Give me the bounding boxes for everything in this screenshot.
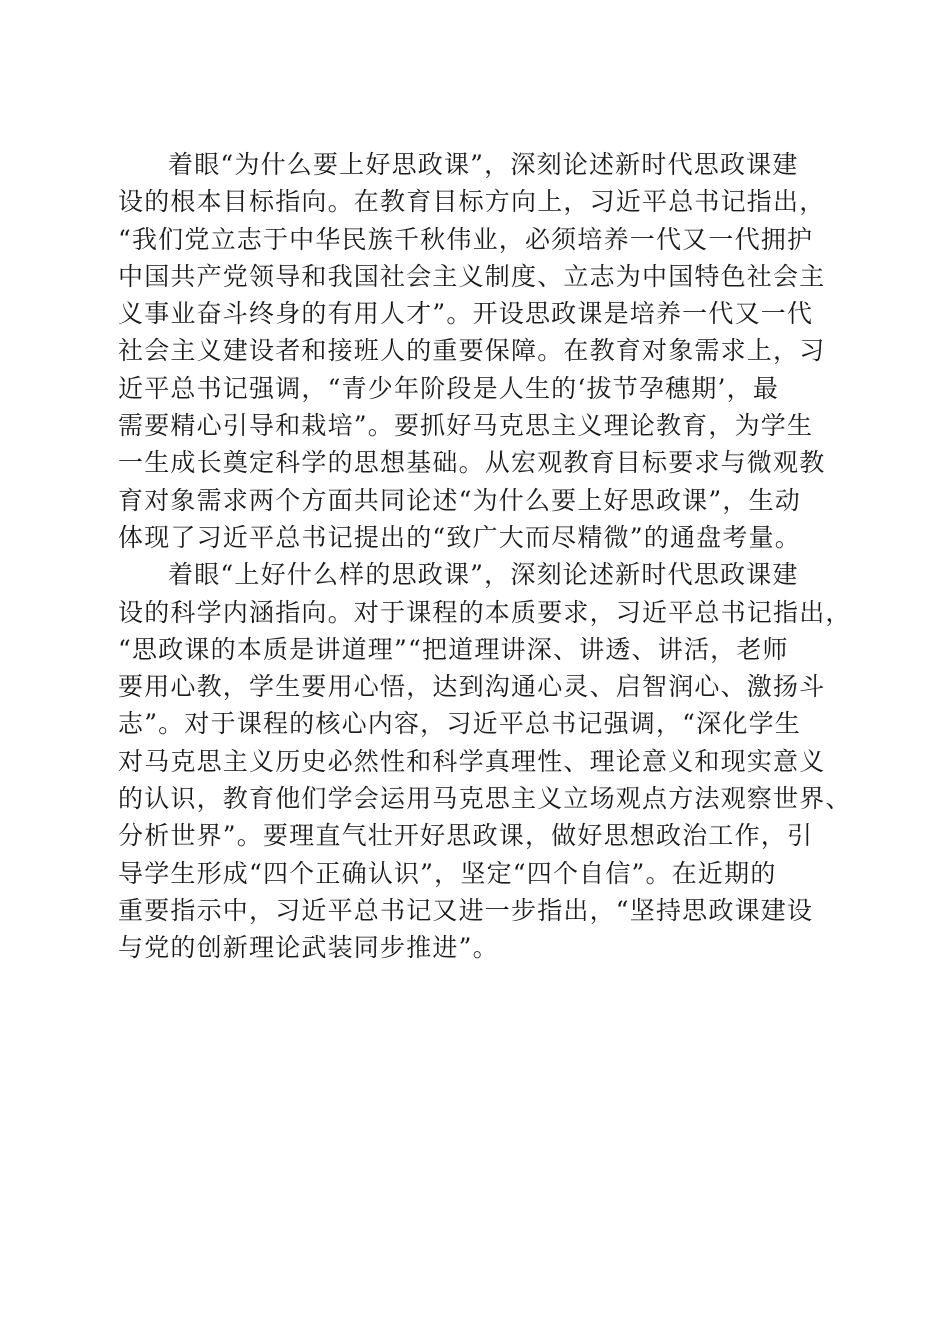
paragraph-line: 社会主义建设者和接班人的重要保障。在教育对象需求上，习 <box>118 336 826 366</box>
paragraph-line: 与党的创新理论武装同步推进”。 <box>118 933 499 963</box>
document-body <box>118 146 852 967</box>
paragraph-1 <box>118 146 838 556</box>
paragraph-line: 育对象需求两个方面共同论述“为什么要上好思政课”，生动 <box>118 485 801 515</box>
paragraph-line: 设的根本目标指向。在教育目标方向上，习近平总书记指出， <box>118 187 826 217</box>
paragraph-line: “我们党立志于中华民族千秋伟业，必须培养一代又一代拥护 <box>118 224 814 254</box>
paragraph-line: 一生成长奠定科学的思想基础。从宏观教育目标要求与微观教 <box>118 448 826 478</box>
paragraph-line: 的认识，教育他们学会运用马克思主义立场观点方法观察世界、 <box>118 784 852 814</box>
paragraph-line: 义事业奋斗终身的有用人才”。开设思政课是培养一代又一代 <box>118 299 814 329</box>
paragraph-2 <box>118 556 852 966</box>
paragraph-line: 需要精心引导和栽培”。要抓好马克思主义理论教育，为学生 <box>118 411 814 441</box>
paragraph-line: 体现了习近平总书记提出的“致广大而尽精微”的通盘考量。 <box>118 522 801 552</box>
paragraph-line: 要用心教，学生要用心悟，达到沟通心灵、启智润心、激扬斗 <box>118 672 826 702</box>
paragraph-line: 中国共产党领导和我国社会主义制度、立志为中国特色社会主 <box>118 261 826 291</box>
paragraph-line: 设的科学内涵指向。对于课程的本质要求，习近平总书记指出， <box>118 597 852 627</box>
paragraph-line: 着眼“为什么要上好思政课”，深刻论述新时代思政课建 <box>168 150 799 179</box>
paragraph-line: 对马克思主义历史必然性和科学真理性、理论意义和现实意义 <box>118 746 826 776</box>
paragraph-line: 重要指示中，习近平总书记又进一步指出，“坚持思政课建设 <box>118 895 814 925</box>
paragraph-line: 导学生形成“四个正确认识”，坚定“四个自信”。在近期的 <box>118 858 777 888</box>
paragraph-line: 分析世界”。要理直气壮开好思政课，做好思想政治工作，引 <box>118 821 814 851</box>
paragraph-line: 着眼“上好什么样的思政课”，深刻论述新时代思政课建 <box>168 560 799 590</box>
paragraph-line: 志”。对于课程的核心内容，习近平总书记强调，“深化学生 <box>118 709 801 739</box>
paragraph-line: 近平总书记强调，“青少年阶段是人生的‘拔节孕穗期’，最 <box>118 373 780 403</box>
paragraph-line: “思政课的本质是讲道理”“把道理讲深、讲透、讲活，老师 <box>118 634 789 664</box>
